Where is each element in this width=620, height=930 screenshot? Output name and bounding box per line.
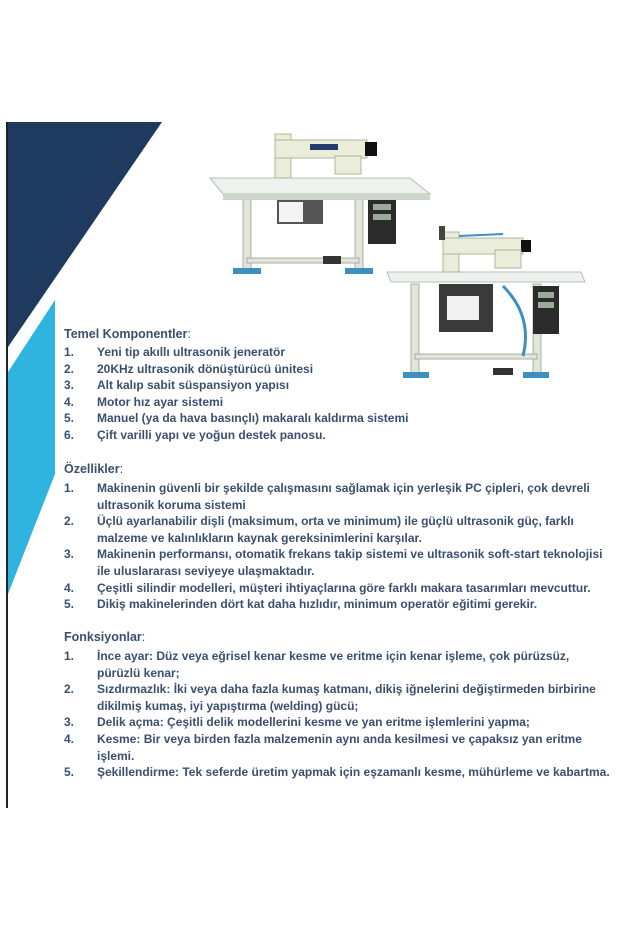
list-item: 1. Yeni tip akıllı ultrasonik jeneratör <box>64 345 286 359</box>
section-title-features: Özellikler: <box>64 462 124 476</box>
list-item: 6. Çift varilli yapı ve yoğun destek panosu. <box>64 427 326 442</box>
list-item: 5. Dikiş makinelerinden dört kat daha hızlıdır, minimum operatör eğitimi gerekir. <box>64 597 538 612</box>
list-item: 1. Makinenin güvenli bir şekilde çalışmasını sağlamak için yerleşik PC çipleri, çok devreli ultrasonik koruma sistemi <box>64 481 590 512</box>
list-item: 5. Manuel (ya da hava basınçlı) makaralı kaldırma sistemi <box>64 411 409 426</box>
list-item: 4. Kesme: Bir veya birden fazla malzemenin aynı anda kesilmesi ve çapaksız yan eritme işlemi. <box>64 731 582 763</box>
list-item: 2. Sızdırmazlık: İki veya daha fazla kumaş katmanı, dikiş iğnelerini değiştirmeden birbirine dikilmiş kumaş, iyi yapıştırma (welding) gücü; <box>64 682 596 713</box>
list-item: 4. Çeşitli silindir modelleri, müşteri ihtiyaçlarına göre farklı makara tasarımları mevcuttur. <box>64 580 591 595</box>
section-title-functions: Fonksiyonlar: <box>64 630 146 644</box>
product-card <box>0 122 620 808</box>
list-item: 3. Makinenin performansı, otomatik frekans takip sistemi ve ultrasonik soft-start teknolojisi ile uluslararası seviyeye ulaşmaktadır. <box>64 547 603 578</box>
features-list <box>64 480 612 613</box>
section-title-components: Temel Komponentler: <box>64 327 191 341</box>
components-list <box>64 344 612 444</box>
functions-list <box>64 648 612 781</box>
list-item: 1. İnce ayar: Düz veya eğrisel kenar kesme ve eritme için kenar işleme, çok pürüzsüz, pürüzlü kenar; <box>64 649 570 680</box>
list-item: 4. Motor hız ayar sistemi <box>64 394 224 409</box>
list-item: 5. Şekillendirme: Tek seferde üretim yapmak için eşzamanlı kesme, mühürleme ve kabartma. <box>64 765 610 780</box>
list-item: 2. Üçlü ayarlanabilir dişli (maksimum, orta ve minimum) ile güçlü ultrasonik güç, farklı malzeme ve kalınlıkların kaynak gereksinimlerini karşılar. <box>64 514 574 545</box>
list-item: 2. 20KHz ultrasonik dönüştürücü ünitesi <box>64 361 314 376</box>
list-item: 3. Delik açma: Çeşitli delik modellerini kesme ve yan eritme işlemlerini yapma; <box>64 715 530 730</box>
list-item: 3. Alt kalıp sabit süspansiyon yapısı <box>64 378 290 393</box>
